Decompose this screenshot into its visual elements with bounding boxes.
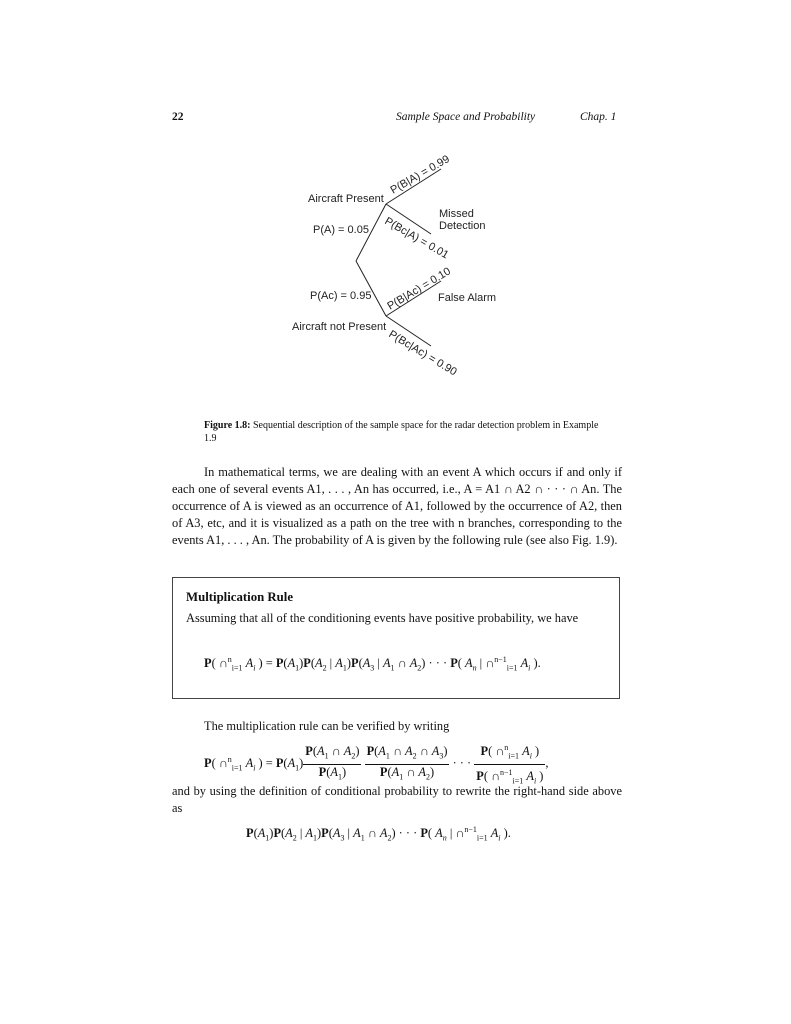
box-title: Multiplication Rule xyxy=(186,590,293,604)
label-aircraft-present: Aircraft Present xyxy=(308,193,384,205)
caption-text: Sequential description of the sample space for the radar detection problem in Example 1.9 xyxy=(204,420,599,444)
label-p-ac: P(Ac) = 0.95 xyxy=(310,290,372,302)
paragraph-2-text: The multiplication rule can be verified by writing xyxy=(204,719,450,733)
probability-tree-diagram xyxy=(0,0,791,400)
paragraph-1-text: In mathematical terms, we are dealing with an event A which occurs if and only if each one of several events A1, . . . , An has occurred, i.e., A = A1 ∩ A2 ∩ · · · ∩ An. The occurrence of A is viewed as an occurrence of A1, followed by the occurrence of A2, then of A3, etc, and it is visualized as a path on the tree with n branches, corresponding to the events A1, . . . , An. The probability of A is given by the following rule (see also Fig. 1.9). xyxy=(172,465,622,547)
label-false-alarm: False Alarm xyxy=(438,292,497,304)
box-text: Assuming that all of the conditioning events have positive probability, we have xyxy=(186,611,579,625)
multiplication-rule-box xyxy=(172,577,620,699)
final-equation: $P(A_1)P(A_2$ | $A_1)P(A_3$ | $A_1$ ∩ $A_2$) · · · P( $A_n$ | ∩$^{n-1}_{i=1}$ $A_i$ ). xyxy=(246,825,511,843)
label-p-bc-given-a: P(Bc|A) = 0.01 xyxy=(382,215,451,262)
label-p-a: P(A) = 0.05 xyxy=(313,224,369,236)
running-title: Sample Space and Probability xyxy=(396,111,536,123)
chapter-label: Chap. 1 xyxy=(580,111,617,123)
figure-caption xyxy=(204,419,604,445)
page-number: 22 xyxy=(172,111,184,123)
body-paragraph-2 xyxy=(172,718,622,735)
paragraph-3-text: and by using the definition of conditional probability to rewrite the right-hand side above as xyxy=(172,784,622,815)
label-detection: Detection xyxy=(439,220,486,232)
label-p-b-given-a: P(B|A) = 0.99 xyxy=(388,153,452,197)
multiplication-rule-equation: P( ∩$^n_{i=1}$ $A_i$ ) = $P(A_1)P(A_2$ | $A_1)P(A_3$ | $A_1$ ∩ $A_2$) · · · P( $A_n$ | ∩$^{n-1}_{i=1}$ $A_i$ ). xyxy=(204,655,541,673)
branch-aircraft-not-present xyxy=(356,261,386,316)
label-aircraft-not-present: Aircraft not Present xyxy=(292,321,387,333)
caption-label: Figure 1.8: xyxy=(204,420,251,431)
verification-equation: P( ∩$^n_{i=1}$ $A_i$ ) = $P(A_1)$ $\frac{P(A_1 \cap A_2)}{P(A_1)}$ $\frac{P(A_1 \cap A_2 \cap A_3)}{P(A_1 \cap A_2)}$ · · · $\frac{P( \cap^n_{i=1} A_i )}{P( \cap^{n-1}_{i=1} A_i )}$ , xyxy=(204,740,549,788)
label-missed: Missed xyxy=(439,208,474,220)
body-paragraph-1 xyxy=(172,464,622,549)
body-paragraph-3 xyxy=(172,783,622,817)
label-p-bc-given-ac: P(Bc|Ac) = 0.90 xyxy=(386,328,459,379)
label-p-b-given-ac: P(B|Ac) = 0.10 xyxy=(385,265,453,313)
